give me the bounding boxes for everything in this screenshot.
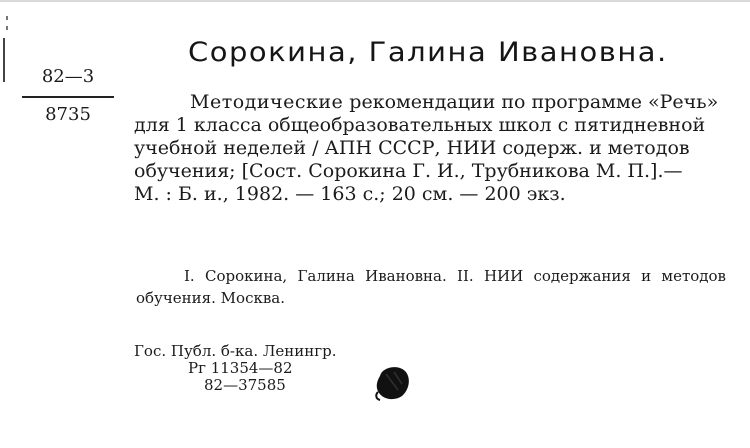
entry-line-1-rest: рекомендации по программе «Речь» [349,91,719,113]
tracings: I. Сорокина, Галина Ивановна. II. НИИ содержания и методов обучения. Москва. [136,267,726,307]
shelf-mark-divider [22,96,114,98]
entry-title-word: Методические [190,91,344,113]
library-name: Гос. Публ. б-ка. Ленингр. [134,342,337,360]
ink-stamp-blot [372,362,412,402]
entry-line-3: учебной неделей / АПН СССР, НИИ содерж. и методов [134,137,690,159]
entry-line-1 [134,91,725,114]
bibliographic-entry [134,91,725,206]
edge-dash [6,16,8,20]
entry-line-5: М. : Б. и., 1982. — 163 с.; 20 см. — 200 экз. [134,183,566,205]
edge-dash [6,26,8,30]
registration-number: Рг 11354—82 [188,359,293,377]
entry-line-2: для 1 класса общеобразовательных школ с пятидневной [134,114,706,136]
holding-library [134,343,394,394]
shelf-mark-bottom: 8735 [45,104,91,125]
card-top-edge [0,0,750,2]
entry-line-4: обучения; [Сост. Сорокина Г. И., Трубникова М. П.].— [134,160,683,182]
shelf-mark-top: 82—3 [41,66,95,87]
shelf-mark [22,66,114,126]
handwritten-author-name: Сорокина, Галина Ивановна. [188,36,668,68]
left-edge-mark [3,38,5,82]
accession-number: 82—37585 [204,376,286,394]
